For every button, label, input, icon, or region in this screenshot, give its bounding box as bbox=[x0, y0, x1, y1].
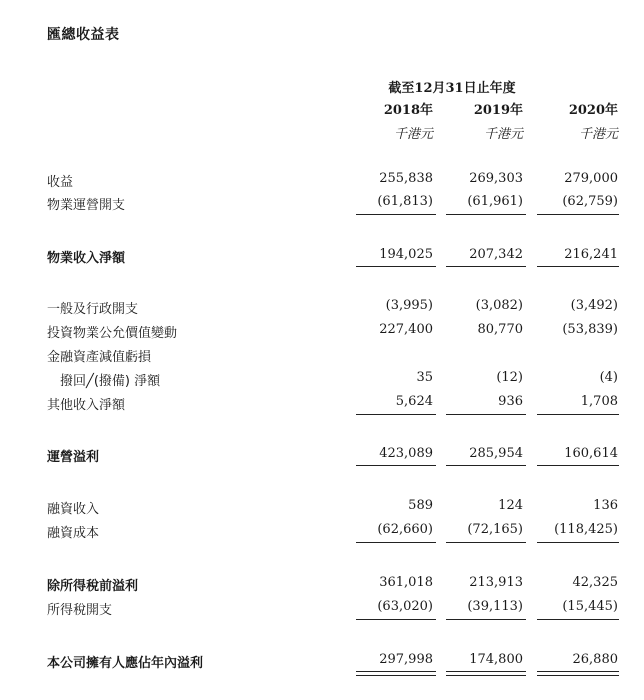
value-2018: 589 bbox=[408, 498, 433, 513]
rule-line bbox=[356, 266, 436, 267]
row-label: 本公司擁有人應佔年內溢利 bbox=[47, 656, 204, 671]
row-income-tax-expense bbox=[0, 599, 644, 621]
row-finance-income bbox=[0, 498, 644, 520]
row-label: 除所得稅前溢利 bbox=[47, 579, 139, 594]
value-2020: 160,614 bbox=[564, 446, 618, 461]
rule-line bbox=[446, 619, 526, 620]
value-2019: 936 bbox=[498, 394, 523, 409]
unit-2019: 千港元 bbox=[483, 127, 523, 142]
year-header-2019: 2019年 bbox=[473, 103, 523, 118]
row-label: 收益 bbox=[47, 175, 74, 190]
value-2019: 80,770 bbox=[477, 322, 523, 337]
row-label: 撥回╱(撥備) 淨額 bbox=[60, 374, 161, 389]
value-2019: (12) bbox=[496, 370, 523, 385]
unit-2018: 千港元 bbox=[393, 127, 433, 142]
row-label: 物業運營開支 bbox=[47, 198, 126, 213]
row-label: 物業收入淨額 bbox=[47, 251, 126, 266]
value-2018: 194,025 bbox=[379, 247, 433, 262]
row-label: 投資物業公允價值變動 bbox=[47, 326, 178, 341]
value-2019: 174,800 bbox=[469, 652, 523, 667]
row-label: 金融資產減值虧損 bbox=[47, 350, 152, 365]
value-2020: 26,880 bbox=[572, 652, 618, 667]
value-2019: (72,165) bbox=[467, 522, 523, 537]
rule-line bbox=[356, 414, 436, 415]
row-impairment-heading bbox=[0, 346, 644, 368]
value-2019: 213,913 bbox=[469, 575, 523, 590]
row-impairment-net bbox=[0, 370, 644, 392]
row-general-admin-expenses bbox=[0, 298, 644, 320]
rule-line bbox=[537, 542, 619, 543]
value-2020: 42,325 bbox=[572, 575, 618, 590]
row-label: 所得稅開支 bbox=[47, 603, 113, 618]
double-rule-line bbox=[446, 671, 526, 676]
rule-line bbox=[446, 214, 526, 215]
value-2018: 297,998 bbox=[379, 652, 433, 667]
rule-line bbox=[356, 214, 436, 215]
row-label: 運營溢利 bbox=[47, 450, 100, 465]
value-2019: 124 bbox=[498, 498, 523, 513]
value-2018: 423,089 bbox=[379, 446, 433, 461]
double-rule-line bbox=[356, 671, 436, 676]
row-label: 其他收入淨額 bbox=[47, 398, 126, 413]
rule-line bbox=[537, 214, 619, 215]
rule-line bbox=[537, 619, 619, 620]
value-2018: (61,813) bbox=[377, 194, 433, 209]
row-other-income bbox=[0, 394, 644, 416]
rule-line bbox=[446, 266, 526, 267]
value-2018: (63,020) bbox=[377, 599, 433, 614]
value-2020: (62,759) bbox=[562, 194, 618, 209]
rule-line bbox=[356, 465, 436, 466]
row-finance-costs bbox=[0, 522, 644, 544]
value-2018: 255,838 bbox=[379, 171, 433, 186]
statement-title: 匯總收益表 bbox=[47, 27, 120, 43]
rule-line bbox=[446, 465, 526, 466]
value-2019: (3,082) bbox=[475, 298, 523, 313]
value-2020: (53,839) bbox=[562, 322, 618, 337]
rule-line bbox=[537, 266, 619, 267]
row-property-operating-expenses bbox=[0, 194, 644, 216]
value-2020: (15,445) bbox=[562, 599, 618, 614]
value-2020: 136 bbox=[593, 498, 618, 513]
value-2018: 227,400 bbox=[379, 322, 433, 337]
value-2020: 216,241 bbox=[564, 247, 618, 262]
year-header-2020: 2020年 bbox=[568, 103, 618, 118]
rule-line bbox=[356, 542, 436, 543]
rule-line bbox=[356, 619, 436, 620]
row-fair-value-change bbox=[0, 322, 644, 344]
value-2019: (61,961) bbox=[467, 194, 523, 209]
row-label: 融資收入 bbox=[47, 502, 100, 517]
value-2019: 269,303 bbox=[469, 171, 523, 186]
value-2020: 279,000 bbox=[564, 171, 618, 186]
value-2018: 361,018 bbox=[379, 575, 433, 590]
unit-2020: 千港元 bbox=[578, 127, 618, 142]
value-2020: (118,425) bbox=[554, 522, 618, 537]
value-2018: 35 bbox=[416, 370, 433, 385]
period-header-text: 截至12月31日止年度 bbox=[388, 81, 516, 96]
value-2019: 285,954 bbox=[469, 446, 523, 461]
value-2020: 1,708 bbox=[580, 394, 618, 409]
year-header-2018: 2018年 bbox=[383, 103, 433, 118]
double-rule-line bbox=[537, 671, 619, 676]
rule-line bbox=[446, 542, 526, 543]
rule-line bbox=[537, 414, 619, 415]
value-2019: 207,342 bbox=[469, 247, 523, 262]
rule-line bbox=[537, 465, 619, 466]
row-revenue bbox=[0, 171, 644, 193]
value-2019: (39,113) bbox=[467, 599, 523, 614]
row-profit-before-tax bbox=[0, 575, 644, 597]
row-label: 一般及行政開支 bbox=[47, 302, 139, 317]
value-2020: (3,492) bbox=[570, 298, 618, 313]
value-2018: 5,624 bbox=[395, 394, 433, 409]
value-2018: (62,660) bbox=[377, 522, 433, 537]
row-label: 融資成本 bbox=[47, 526, 100, 541]
rule-line bbox=[446, 414, 526, 415]
value-2018: (3,995) bbox=[385, 298, 433, 313]
value-2020: (4) bbox=[599, 370, 618, 385]
